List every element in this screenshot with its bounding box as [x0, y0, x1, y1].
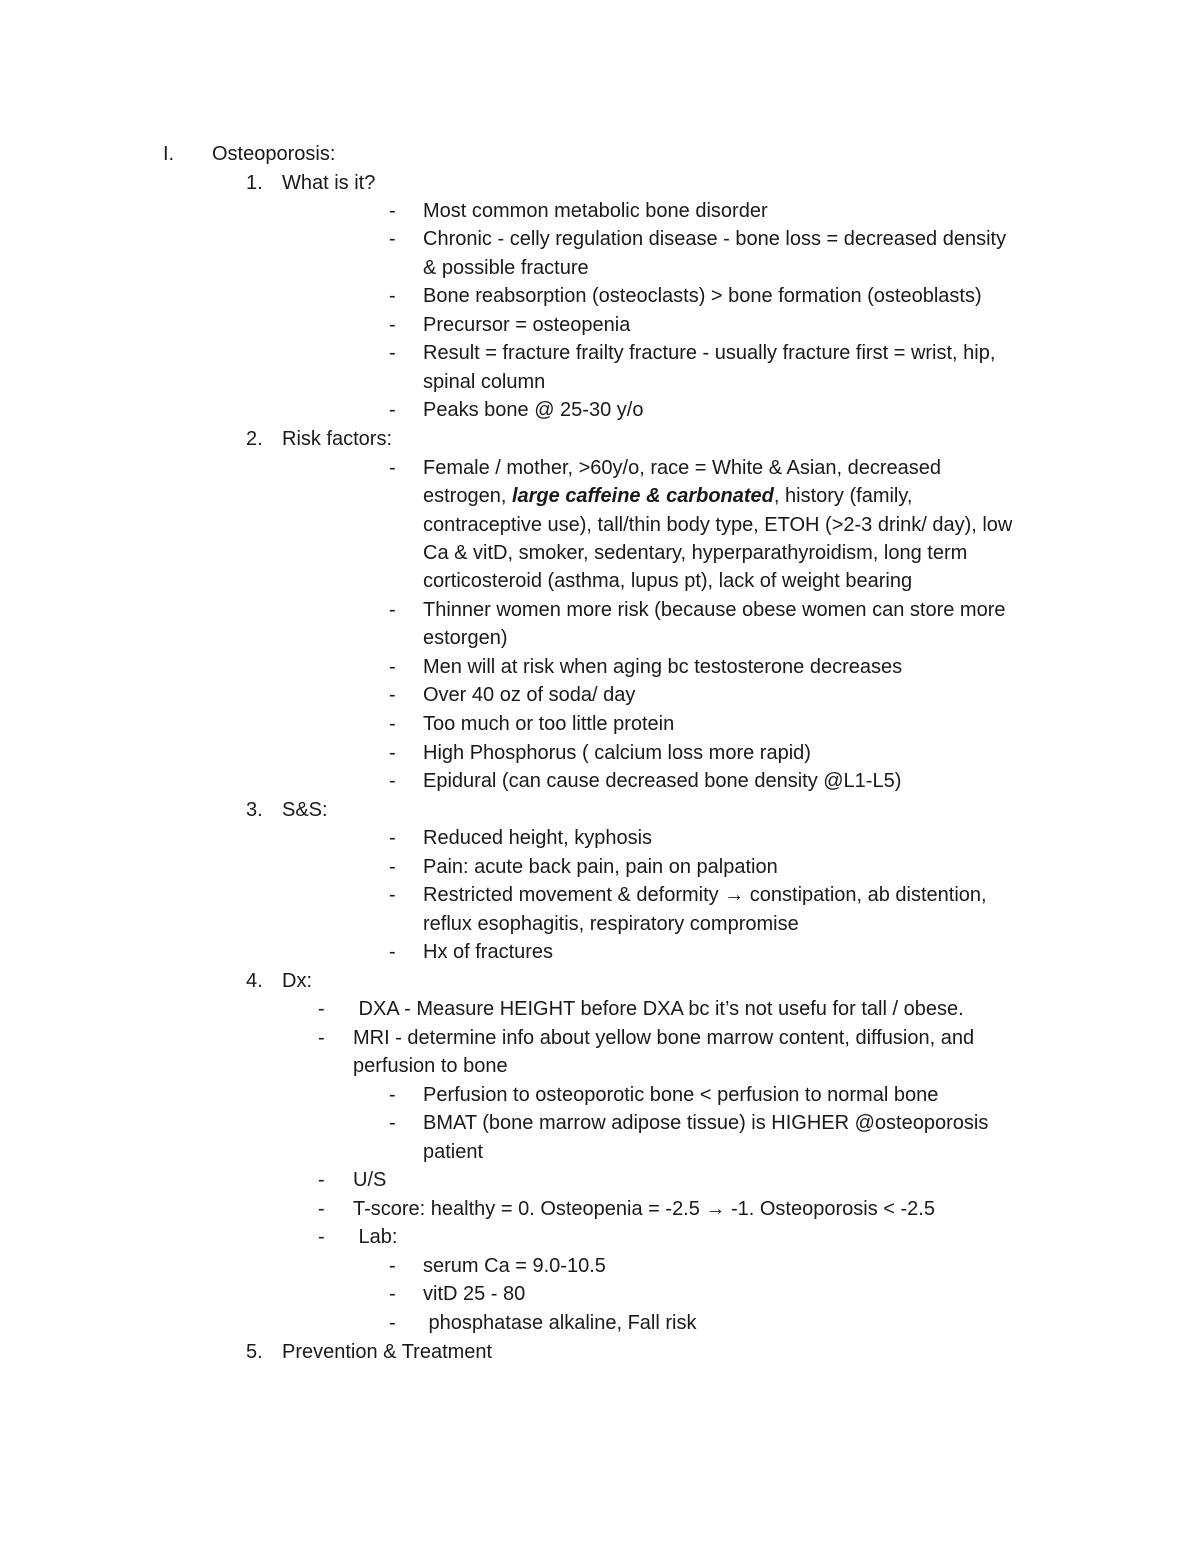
item-number: 2.	[246, 428, 263, 450]
bullet-text: Hx of fractures	[423, 941, 554, 963]
bullet-text-continued: & possible fracture	[423, 257, 589, 279]
text-run: estrogen,	[423, 485, 512, 507]
item-number: 3.	[246, 799, 263, 821]
section-number: I.	[163, 143, 175, 165]
sub-bullet-text: serum Ca = 9.0-10.5	[423, 1255, 606, 1277]
bullet-text: Reduced height, kyphosis	[423, 827, 653, 849]
bullet-dash: -	[318, 1198, 325, 1220]
bullet-text: Chronic - celly regulation disease - bone loss = decreased density	[423, 228, 1007, 250]
bullet-text-continued: perfusion to bone	[353, 1055, 508, 1077]
bullet-dash: -	[318, 998, 325, 1020]
bullet-dash: -	[389, 856, 396, 878]
bullet-text-continued: reflux esophagitis, respiratory compromise	[423, 913, 799, 935]
bullet-text-continued: estorgen)	[423, 627, 508, 649]
item-title: Risk factors:	[282, 428, 393, 450]
bullet-dash: -	[389, 200, 396, 222]
sub-bullet-text: vitD 25 - 80	[423, 1283, 526, 1305]
bullet-dash: -	[389, 827, 396, 849]
sub-bullet-text: BMAT (bone marrow adipose tissue) is HIGHER @osteoporosis	[423, 1112, 989, 1134]
sub-bullet-dash: -	[389, 1084, 396, 1106]
item-number: 4.	[246, 970, 263, 992]
item-title: Dx:	[282, 970, 312, 992]
bullet-text: Thinner women more risk (because obese women can store more	[423, 599, 1006, 621]
bullet-text: Female / mother, >60y/o, race = White & Asian, decreased	[423, 457, 942, 479]
bullet-dash: -	[318, 1027, 325, 1049]
item-title: Prevention & Treatment	[282, 1341, 493, 1363]
sub-bullet-dash: -	[389, 1255, 396, 1277]
bullet-text-continued: corticosteroid (asthma, lupus pt), lack of weight bearing	[423, 570, 913, 592]
bullet-text-continued: Ca & vitD, smoker, sedentary, hyperparathyroidism, long term	[423, 542, 968, 564]
sub-bullet-dash: -	[389, 1312, 396, 1334]
bullet-text: Epidural (can cause decreased bone density @L1-L5)	[423, 770, 902, 792]
section-title: Osteoporosis:	[212, 143, 336, 165]
bullet-dash: -	[389, 884, 396, 906]
item-title: S&S:	[282, 799, 328, 821]
bullet-dash: -	[318, 1169, 325, 1191]
item-number: 1.	[246, 172, 263, 194]
bullet-text-continued: spinal column	[423, 371, 546, 393]
bullet-text: Peaks bone @ 25-30 y/o	[423, 399, 644, 421]
text-run: , history (family,	[773, 485, 913, 507]
bullet-dash: -	[389, 342, 396, 364]
bullet-text: Too much or too little protein	[423, 713, 675, 735]
emphasized-text: large caffeine & carbonated	[511, 485, 774, 507]
bullet-dash: -	[389, 941, 396, 963]
bullet-text: Bone reabsorption (osteoclasts) > bone formation (osteoblasts)	[423, 285, 982, 307]
bullet-dash: -	[389, 228, 396, 250]
bullet-text: Precursor = osteopenia	[423, 314, 631, 336]
item-number: 5.	[246, 1341, 263, 1363]
sub-bullet-dash: -	[389, 1112, 396, 1134]
bullet-text: Lab:	[353, 1226, 398, 1248]
bullet-dash: -	[389, 713, 396, 735]
bullet-text: Men will at risk when aging bc testosterone decreases	[423, 656, 903, 678]
bullet-dash: -	[389, 285, 396, 307]
bullet-text: U/S	[353, 1169, 387, 1191]
bullet-text: Over 40 oz of soda/ day	[423, 684, 636, 706]
item-title: What is it?	[282, 172, 376, 194]
bullet-text: High Phosphorus ( calcium loss more rapid)	[423, 742, 811, 764]
bullet-dash: -	[318, 1226, 325, 1248]
bullet-text-continued: contraceptive use), tall/thin body type, ETOH (>2-3 drink/ day), low	[423, 514, 1013, 536]
bullet-text: DXA - Measure HEIGHT before DXA bc it’s not usefu for tall / obese.	[353, 998, 964, 1020]
bullet-dash: -	[389, 399, 396, 421]
bullet-dash: -	[389, 684, 396, 706]
sub-bullet-dash: -	[389, 1283, 396, 1305]
sub-bullet-text-continued: patient	[423, 1141, 484, 1163]
bullet-text: Restricted movement & deformity → constipation, ab distention,	[423, 884, 987, 906]
bullet-text: T-score: healthy = 0. Osteopenia = -2.5 → -1. Osteoporosis < -2.5	[353, 1198, 935, 1220]
sub-bullet-text: phosphatase alkaline, Fall risk	[423, 1312, 697, 1334]
bullet-dash: -	[389, 656, 396, 678]
bullet-text: Most common metabolic bone disorder	[423, 200, 768, 222]
bullet-text: Result = fracture frailty fracture - usually fracture first = wrist, hip,	[423, 342, 996, 364]
bullet-dash: -	[389, 742, 396, 764]
bullet-dash: -	[389, 457, 396, 479]
bullet-text: MRI - determine info about yellow bone marrow content, diffusion, and	[353, 1027, 975, 1049]
bullet-dash: -	[389, 314, 396, 336]
bullet-dash: -	[389, 599, 396, 621]
sub-bullet-text: Perfusion to osteoporotic bone < perfusion to normal bone	[423, 1084, 939, 1106]
bullet-text: Pain: acute back pain, pain on palpation	[423, 856, 778, 878]
bullet-text-continued	[423, 482, 912, 510]
bullet-dash: -	[389, 770, 396, 792]
